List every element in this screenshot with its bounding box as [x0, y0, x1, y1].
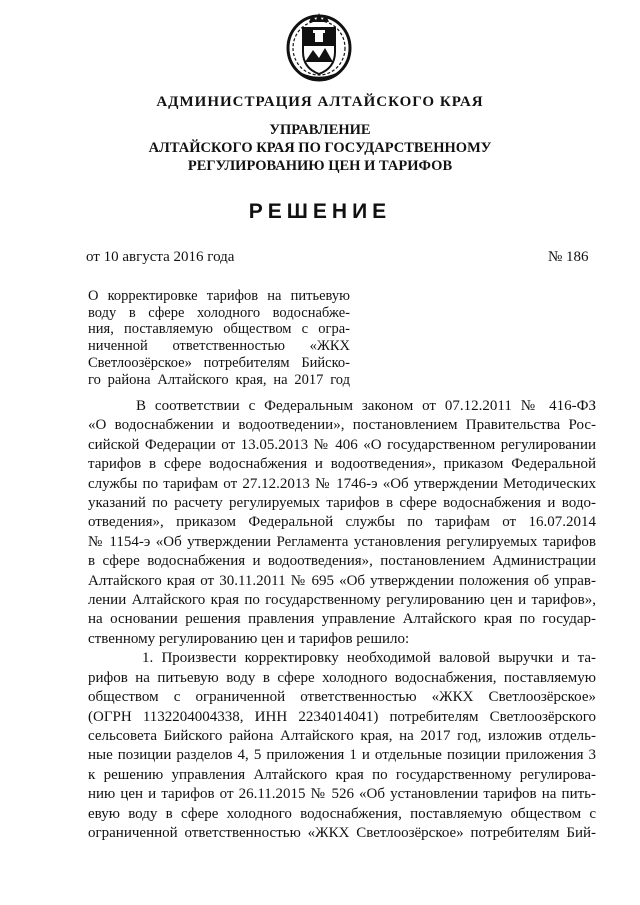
subject-line: О корректировке тарифов на питьевую — [88, 288, 350, 304]
document-number: № 186 — [548, 249, 589, 265]
department-line: АЛТАЙСКОГО КРАЯ ПО ГОСУДАРСТВЕННОМУ — [148, 140, 492, 156]
document-body — [88, 397, 596, 843]
department-name — [0, 121, 640, 175]
subject-line: Светлоозёрское» потребителям Бийско- — [88, 354, 350, 371]
department-line: УПРАВЛЕНИЕ — [269, 122, 371, 138]
item-1-paragraph — [88, 649, 596, 843]
subject-line: ния, поставляемую обществом с огра- — [88, 321, 350, 338]
body-line: ограниченной ответственностью «ЖКХ Светлоозёрское» потребителям Бий- — [88, 824, 596, 841]
body-line: службы по тарифам от 27.12.2013 № 1746-э «Об утверждении Методических — [88, 475, 596, 492]
body-line: лении Алтайского края по государственному регулированию цен и тарифов», — [88, 592, 596, 609]
body-line: тарифов в сфере водоснабжения и водоотведения», приказом Федеральной — [88, 456, 596, 473]
body-line: евую воду в сфере холодного водоснабжения, поставляемую обществом с — [88, 805, 596, 822]
department-line: РЕГУЛИРОВАНИЮ ЦЕН И ТАРИФОВ — [187, 158, 453, 174]
body-line: рифов на питьевую воду в сфере холодного водоснабжения, поставляемую — [88, 669, 596, 686]
body-line: № 1154-э «Об утверждении Регламента установления регулируемых тарифов — [88, 533, 596, 550]
body-line: на основании решения правления управление Алтайского края по государ- — [88, 611, 596, 628]
body-line: «О водоснабжении и водоотведении», постановлением Правительства Рос- — [88, 417, 596, 434]
body-line: сельсовета Бийского района Алтайского края, на 2017 год, изложив отдель- — [88, 727, 596, 744]
subject-line: го района Алтайского края, на 2017 год — [88, 371, 350, 388]
preamble-paragraph — [88, 397, 596, 649]
body-line: (ОГРН 1132204004338, ИНН 2234014041) потребителям Светлоозёрского — [88, 708, 596, 725]
body-line: ственному регулированию цен и тарифов решило: — [88, 630, 410, 647]
altai-krai-coat-of-arms-icon — [285, 12, 353, 82]
subject-line: ниченной ответственностью «ЖКХ — [88, 338, 350, 355]
document-subject — [88, 288, 350, 388]
body-line: 1. Произвести корректировку необходимой валовой выручки и та- — [142, 650, 596, 667]
body-line: нию цен и тарифов от 26.11.2015 № 526 «Об установлении тарифов на пить- — [88, 786, 596, 803]
body-line: отведения», приказом Федеральной службы по тарифам от 16.07.2014 — [88, 514, 596, 531]
document-date: от 10 августа 2016 года — [86, 249, 235, 265]
body-line: в сфере водоснабжения и водоотведения», постановлением Администрации — [88, 553, 596, 570]
subject-line: воду в сфере холодного водоснабже- — [88, 304, 350, 321]
body-line: указаний по расчету регулируемых тарифов в сфере водоснабжения и водо- — [88, 495, 596, 512]
body-line: Алтайского края от 30.11.2011 № 695 «Об утверждении положения об управ- — [88, 572, 596, 589]
body-line: сийской Федерации от 13.05.2013 № 406 «О государственном регулировании — [88, 436, 596, 453]
body-line: В соответствии с Федеральным законом от 07.12.2011 № 416-ФЗ — [136, 398, 596, 414]
document-type-heading: РЕШЕНИЕ — [248, 200, 392, 223]
body-line: к решению управления Алтайского края по государственному регулирова- — [88, 766, 596, 783]
body-line: обществом с ограниченной ответственностью «ЖКХ Светлоозёрское» — [88, 689, 596, 706]
body-line: ные позиции разделов 4, 5 приложения 1 и отдельные позиции приложения 3 — [88, 747, 596, 764]
organization-title: АДМИНИСТРАЦИЯ АЛТАЙСКОГО КРАЯ — [156, 94, 484, 110]
